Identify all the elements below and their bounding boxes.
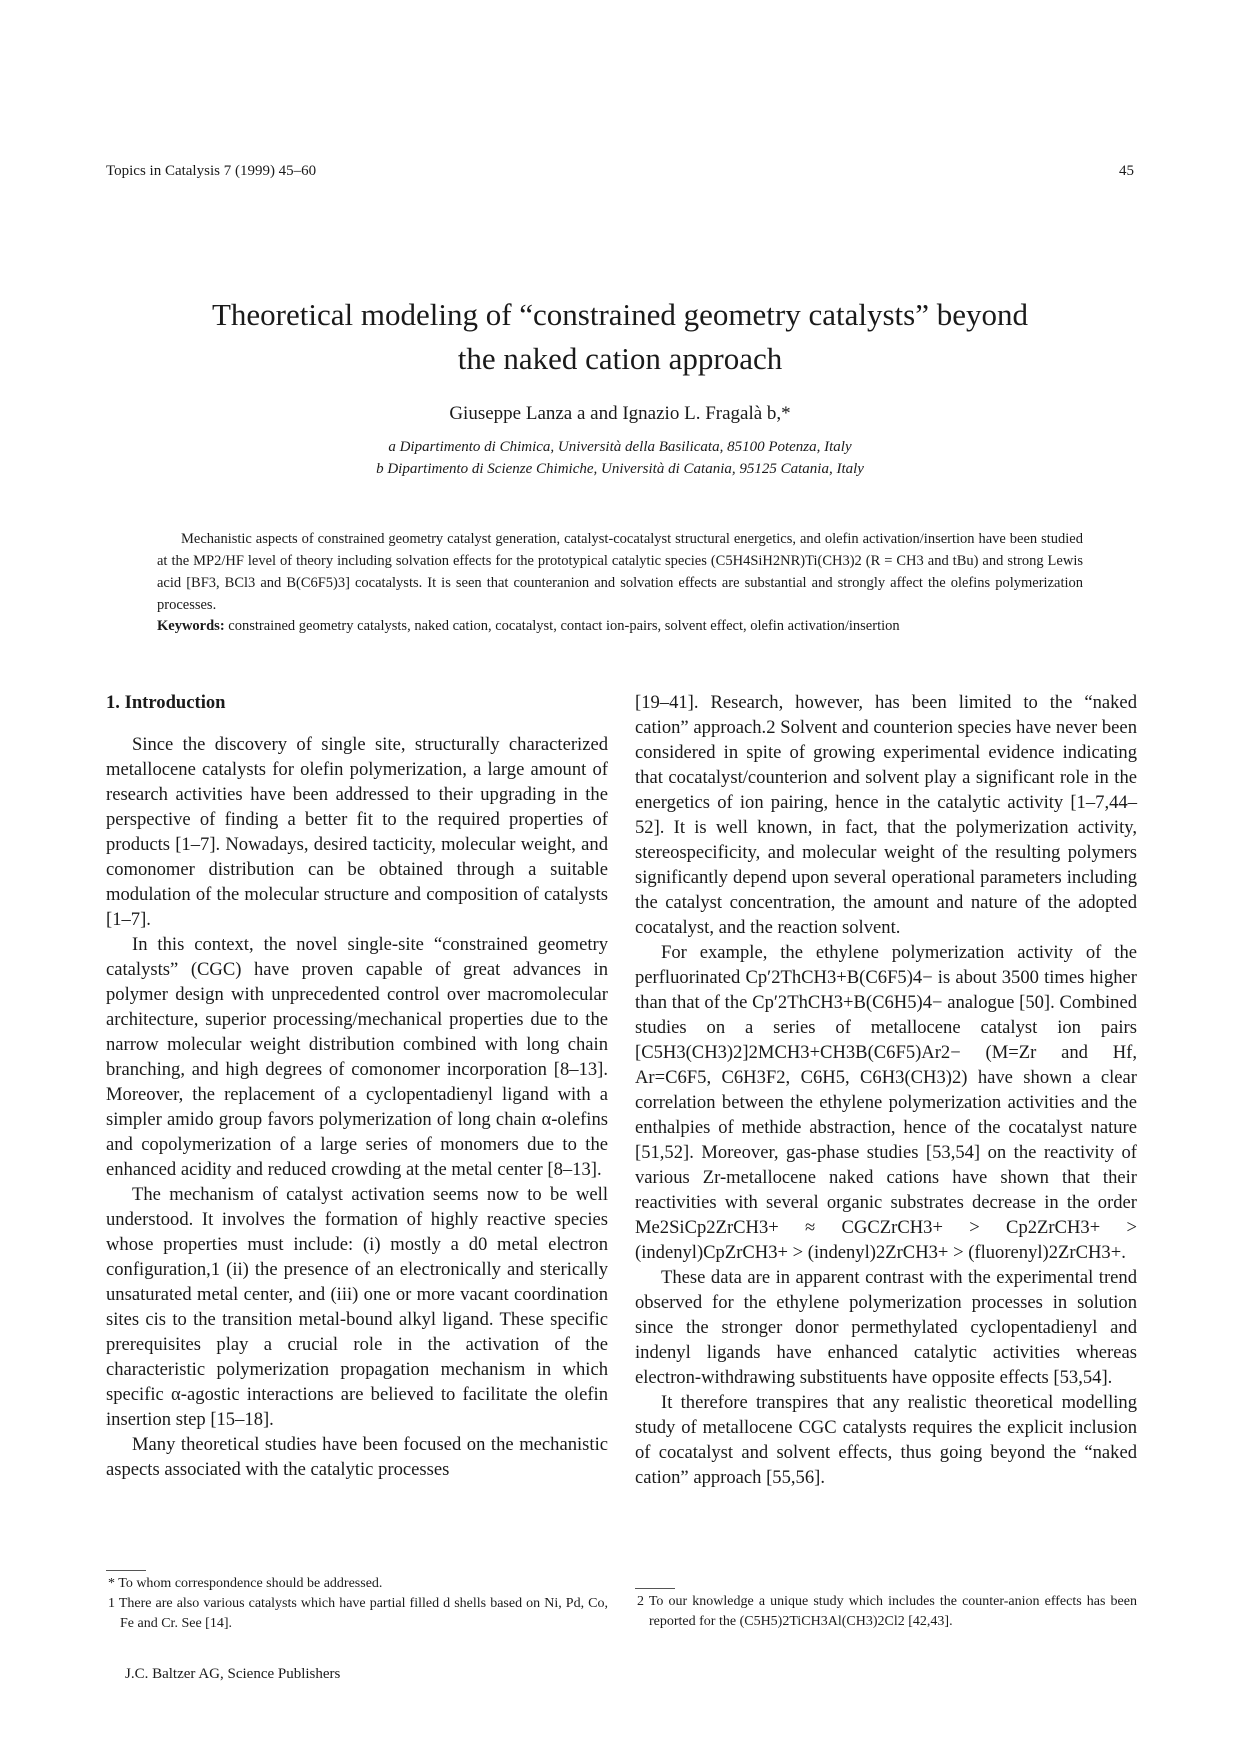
- footnote: 1 There are also various catalysts which have partial filled d shells based on Ni, Pd, Co, Fe and Cr. See [14].: [108, 1596, 608, 1631]
- keywords-label: Keywords:: [157, 618, 225, 634]
- title-line-2: the naked cation approach: [457, 341, 783, 376]
- paragraph: The mechanism of catalyst activation seems now to be well understood. It involves the formation of highly reactive species whose properties must include: (i) mostly a d0 metal electron configuration,1 (ii) the presence of an electronically and sterically unsaturated metal center, and (iii) one or more vacant coordination sites cis to the transition metal-bound alkyl ligand. These specific prerequisites play a crucial role in the activation of the characteristic polymerization propagation mechanism in which specific α-agostic interactions are believed to facilitate the olefin insertion step [15–18].: [106, 1184, 608, 1430]
- affiliation-b: b Dipartimento di Scienze Chimiche, Università di Catania, 95125 Catania, Italy: [376, 461, 864, 477]
- authors: Giuseppe Lanza a and Ignazio L. Fragalà b,*: [449, 403, 791, 424]
- left-column: [106, 690, 608, 1482]
- paragraph: It therefore transpires that any realistic theoretical modelling study of metallocene CGC catalysts requires the explicit inclusion of cocatalyst and solvent effects, thus going beyond the “naked cation” approach [55,56].: [635, 1392, 1137, 1488]
- keywords: [157, 618, 1083, 635]
- paper-title: [106, 293, 1134, 381]
- footnote: 2 To our knowledge a unique study which includes the counter-anion effects has been reported for the (C5H5)2TiCH3Al(CH3)2Cl2 [42,43].: [637, 1594, 1137, 1629]
- abstract: Mechanistic aspects of constrained geometry catalyst generation, catalyst-cocatalyst structural energetics, and olefin activation/insertion have been studied at the MP2/HF level of theory including solvation effects for the prototypical catalytic species (C5H4SiH2NR)Ti(CH3)2 (R = CH3 and tBu) and strong Lewis acid [BF3, BCl3 and B(C6F5)3] cocatalysts. It is seen that counteranion and solvation effects are substantial and strongly affect the olefins polymerization processes.: [157, 531, 1083, 613]
- publisher-footer: J.C. Baltzer AG, Science Publishers: [125, 1666, 341, 1682]
- paragraph: [19–41]. Research, however, has been limited to the “naked cation” approach.2 Solvent and counterion species have never been considered in spite of growing experimental evidence indicating that cocatalyst/counterion and solvent play a significant role in the energetics of ion pairing, hence in the catalytic activity [1–7,44–52]. It is well known, in fact, that the polymerization activity, stereospecificity, and molecular weight of the resulting polymers significantly depend upon several operational parameters including the catalyst concentration, the amount and nature of the adopted cocatalyst, and the reaction solvent.: [635, 692, 1137, 938]
- right-column: [635, 690, 1137, 1490]
- title-line-1: Theoretical modeling of “constrained geometry catalysts” beyond: [211, 297, 1029, 332]
- footnotes-left: [106, 1574, 608, 1634]
- paragraph: Since the discovery of single site, structurally characterized metallocene catalysts for olefin polymerization, a large amount of research activities have been addressed to their upgrading in the perspective of finding a better fit to the required properties of products [1–7]. Nowadays, desired tacticity, molecular weight, and comonomer distribution can be obtained through a suitable modulation of the molecular structure and composition of catalysts [1–7].: [106, 734, 608, 930]
- paragraph: Many theoretical studies have been focused on the mechanistic aspects associated with the catalytic processes: [106, 1434, 608, 1480]
- footnote-rule-right: [635, 1588, 675, 1589]
- paragraph: For example, the ethylene polymerization activity of the perfluorinated Cp′2ThCH3+B(C6F5)4− is about 3500 times higher than that of the Cp′2ThCH3+B(C6H5)4− analogue [50]. Combined studies on a series of metallocene catalyst ion pairs [C5H3(CH3)2]2MCH3+CH3B(C6F5)Ar2− (M=Zr and Hf, Ar=C6F5, C6H3F2, C6H5, C6H3(CH3)2) have shown a clear correlation between the ethylene polymerization activities and the enthalpies of methide abstraction, hence of the cocatalyst nature [51,52]. Moreover, gas-phase studies [53,54] on the reactivity of various Zr-metallocene naked cations have shown that their reactivities with several organic substrates decrease in the order Me2SiCp2ZrCH3+ ≈ CGCZrCH3+ > Cp2ZrCH3+ > (indenyl)CpZrCH3+ > (indenyl)2ZrCH3+ > (fluorenyl)2ZrCH3+.: [635, 942, 1137, 1263]
- footnotes-right: [635, 1592, 1137, 1632]
- paragraph: In this context, the novel single-site “constrained geometry catalysts” (CGC) have proven capable of great advances in polymer design with unprecedented control over macromolecular architecture, superior processing/mechanical properties due to the narrow molecular weight distribution combined with long chain branching, and high degrees of comonomer incorporation [8–13]. Moreover, the replacement of a cyclopentadienyl ligand with a simpler amido group favors polymerization of long chain α-olefins and copolymerization of a large series of monomers due to the enhanced acidity and reduced crowding at the metal center [8–13].: [106, 934, 608, 1180]
- footnote: * To whom correspondence should be addressed.: [108, 1576, 383, 1591]
- section-heading: 1. Introduction: [106, 692, 226, 713]
- paragraph: These data are in apparent contrast with the experimental trend observed for the ethylene polymerization processes in solution since the stronger donor permethylated cyclopentadienyl and indenyl ligands have enhanced catalytic activities whereas electron-withdrawing substituents have opposite effects [53,54].: [635, 1267, 1137, 1388]
- affiliation-a: a Dipartimento di Chimica, Università della Basilicata, 85100 Potenza, Italy: [388, 439, 852, 455]
- journal-header: Topics in Catalysis 7 (1999) 45–60: [106, 163, 317, 179]
- keywords-text: constrained geometry catalysts, naked cation, cocatalyst, contact ion-pairs, solvent effect, olefin activation/insertion: [228, 618, 900, 634]
- footnote-rule-left: [106, 1570, 146, 1571]
- page-number: 45: [1119, 163, 1134, 179]
